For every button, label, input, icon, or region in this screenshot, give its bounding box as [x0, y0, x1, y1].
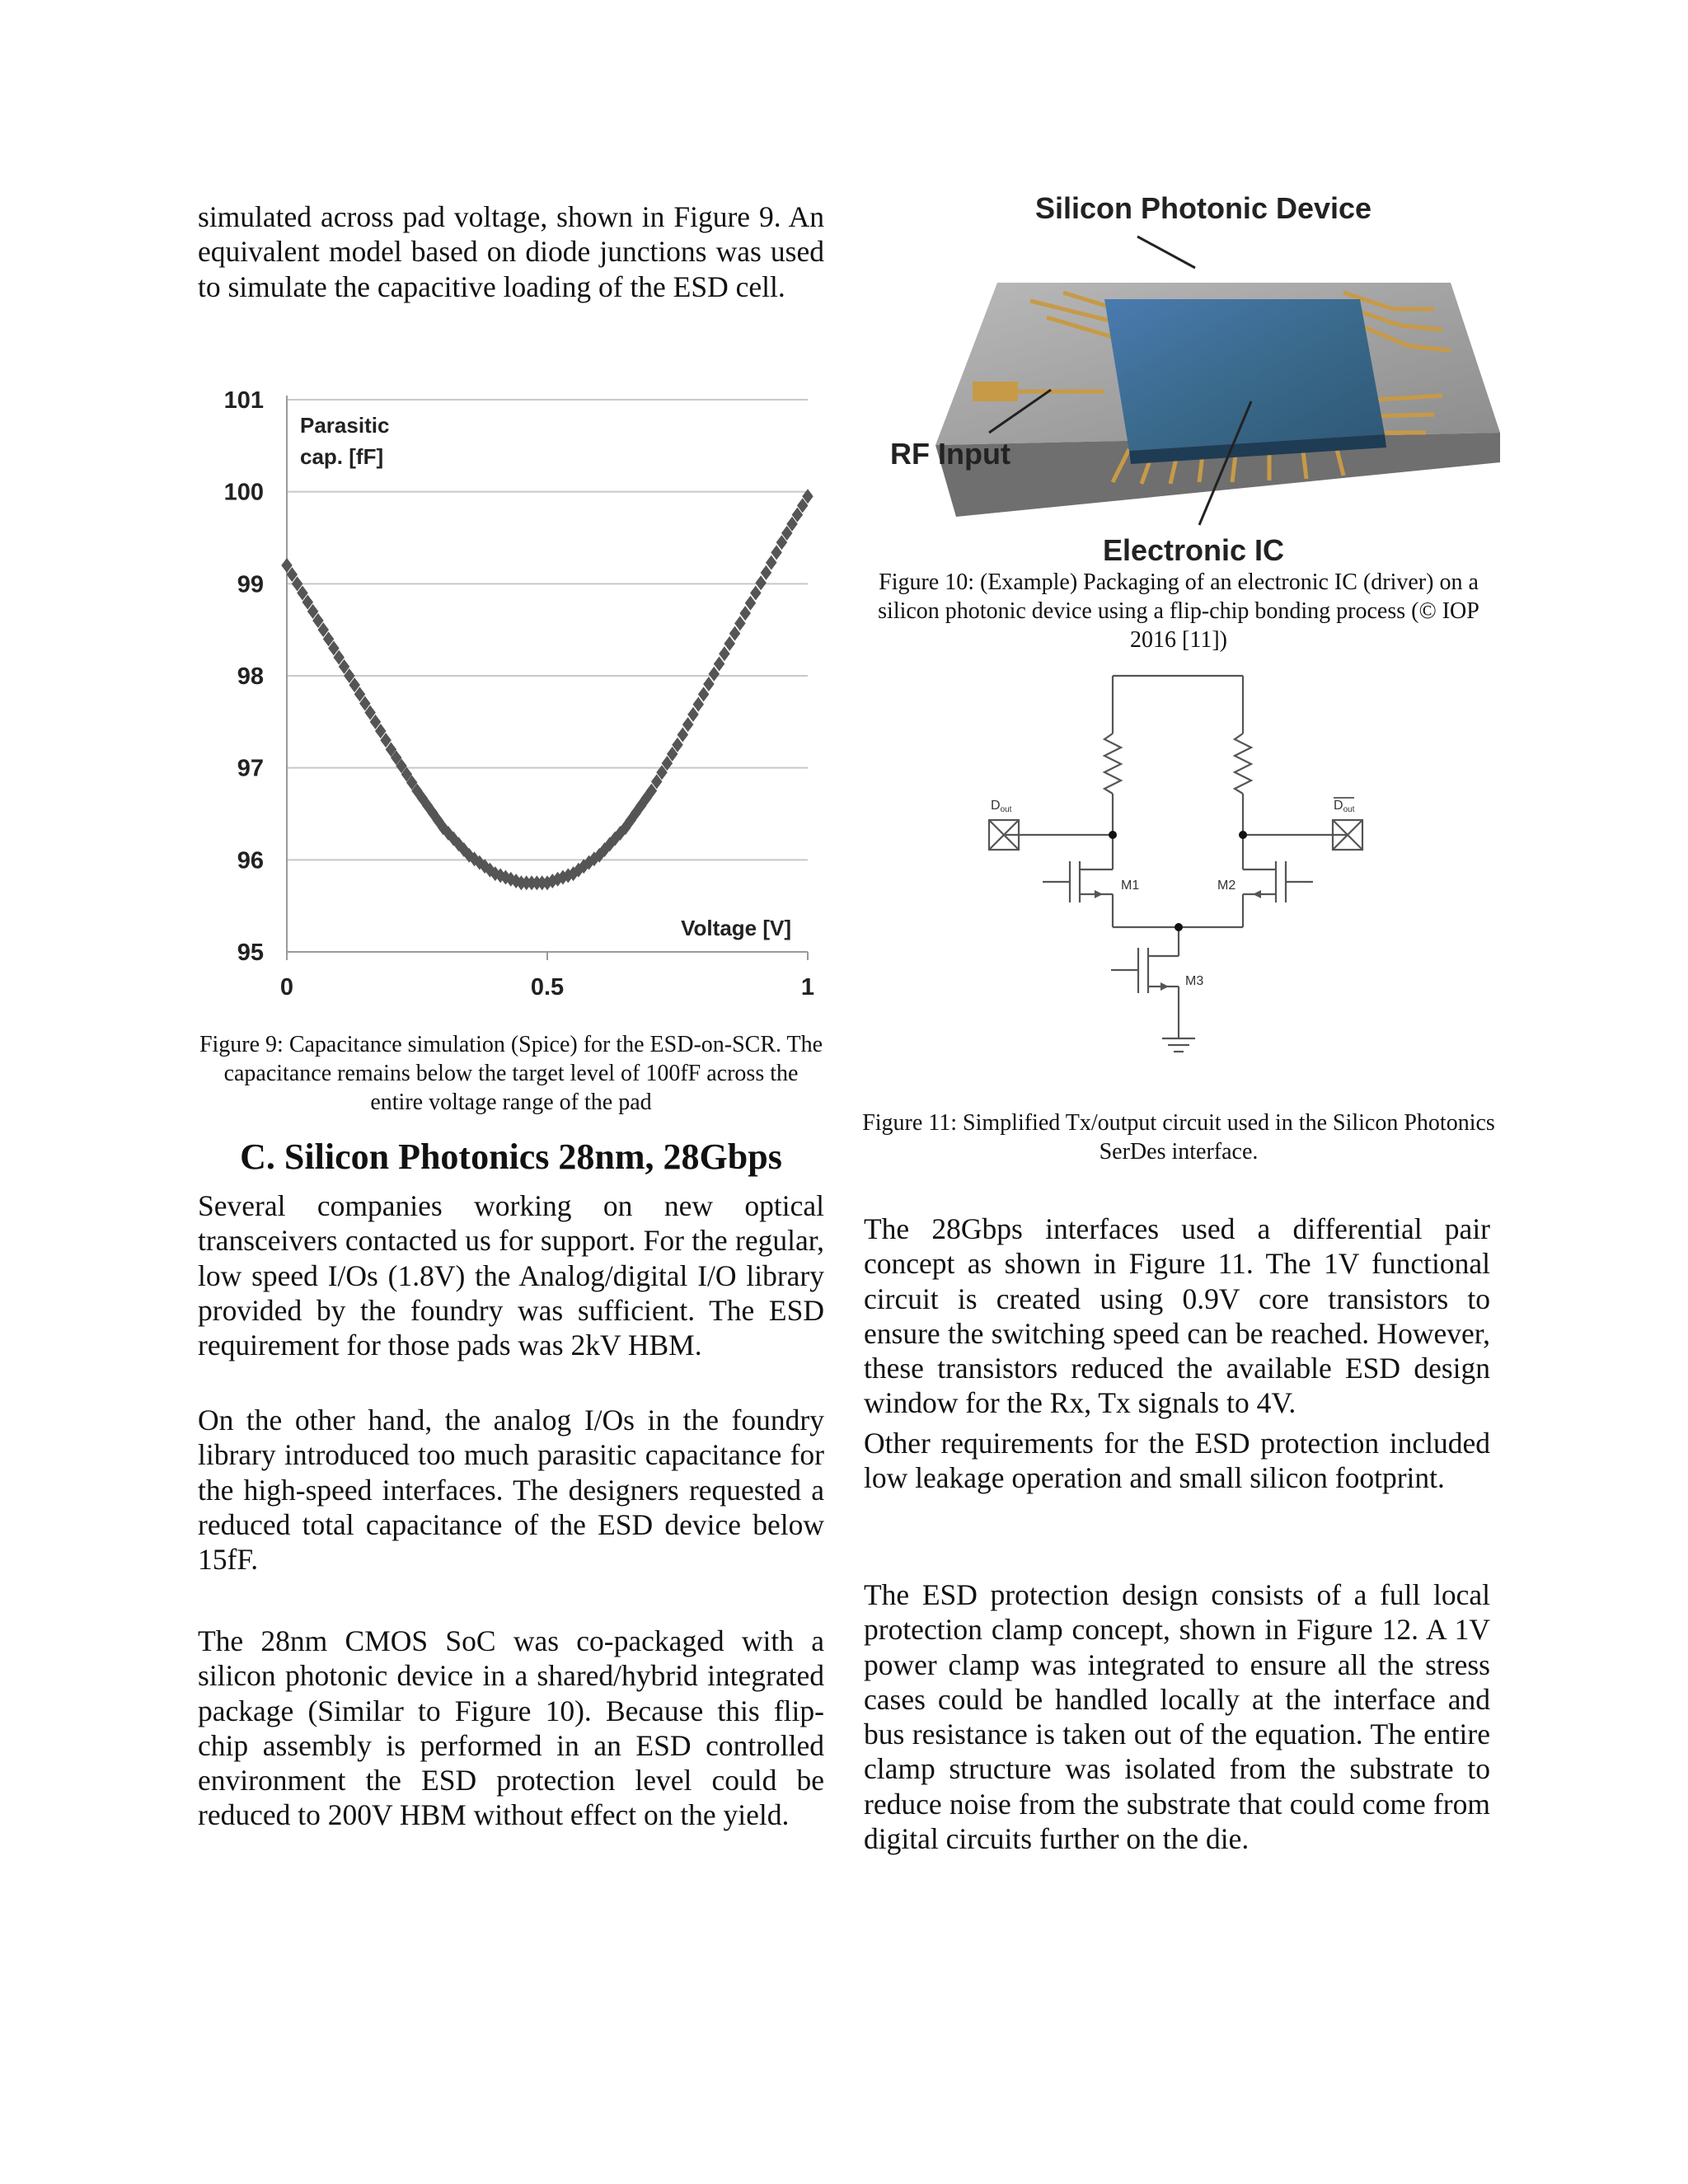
right-paragraph-2: Other requirements for the ESD protection included low leakage operation and small silicon footprint.	[864, 1427, 1490, 1495]
intro-paragraph: simulated across pad voltage, shown in Figure 9. An equivalent model based on diode junctions was used to simulate the capacitive loading of the ESD cell.	[198, 200, 824, 303]
y-tick-label: 98	[237, 663, 264, 690]
x-tick-label: 0	[279, 974, 294, 1001]
y-axis-label: cap. [fF]	[300, 444, 384, 469]
x-tick-label: 0.5	[530, 974, 565, 1001]
figure10-image	[857, 185, 1517, 565]
figure9-chart	[198, 375, 837, 1026]
right-paragraph-1: The 28Gbps interfaces used a differential pair concept as shown in Figure 11. The 1V functional circuit is created using 0.9V core transistors to ensure the switching speed can be reached. However, these transistors reduced the available ESD design window for the Rx, Tx signals to 4V.	[864, 1212, 1490, 1420]
y-axis-label: Parasitic	[300, 413, 390, 438]
left-paragraph-1: Several companies working on new optical transceivers contacted us for support. For the regular, low speed I/Os (1.8V) the Analog/digital I/O library provided by the foundry was sufficient. The ESD requirement for those pads was 2kV HBM.	[198, 1189, 824, 1362]
dout-label-left: Dout	[991, 799, 1012, 814]
rf-pad	[973, 382, 1018, 401]
y-tick-label: 99	[237, 571, 264, 598]
y-tick-label: 97	[237, 755, 264, 782]
figure11-caption: Figure 11: Simplified Tx/output circuit used in the Silicon Photonics SerDes interface.	[862, 1110, 1495, 1165]
dout-label-right: Dout	[1334, 799, 1355, 814]
y-tick-label: 95	[237, 940, 264, 966]
y-tick-label: 100	[223, 479, 264, 506]
x-tick-label: 1	[800, 974, 815, 1001]
y-tick-label: 101	[223, 387, 264, 414]
resistor-right	[1235, 733, 1251, 794]
figure11-circuit	[973, 663, 1385, 1088]
right-paragraph-3: The ESD protection design consists of a full local protection clamp concept, shown in Figure 12. A 1V power clamp was integrated to ensure all the stress cases could be handled locally at the interface and bus resistance is taken out of the equation. The entire clamp structure was isolated from the substrate to reduce noise from the substrate that could come from digital circuits further on the die.	[864, 1578, 1490, 1856]
figure10-label-bottom: Electronic IC	[1102, 533, 1285, 565]
resistor-left	[1104, 733, 1121, 794]
m1-label: M1	[1121, 879, 1140, 893]
m3-label: M3	[1185, 974, 1204, 988]
section-heading: C. Silicon Photonics 28nm, 28Gbps	[240, 1137, 782, 1177]
y-tick-label: 96	[237, 847, 264, 874]
left-paragraph-2: On the other hand, the analog I/Os in the foundry library introduced too much parasitic capacitance for the high-speed interfaces. The designers requested a reduced total capacitance of the ESD device below 15fF.	[198, 1404, 824, 1577]
figure10-caption: Figure 10: (Example) Packaging of an electronic IC (driver) on a silicon photonic device using a flip-chip bonding process (© IOP 2016 [11])	[878, 569, 1479, 653]
m2-label: M2	[1217, 879, 1236, 893]
x-axis-label: Voltage [V]	[681, 916, 791, 940]
figure10-label-left: RF Input	[890, 437, 1010, 471]
figure9-caption: Figure 9: Capacitance simulation (Spice) for the ESD-on-SCR. The capacitance remains below the target level of 100fF across the entire voltage range of the pad	[199, 1032, 823, 1115]
left-paragraph-3: The 28nm CMOS SoC was co-packaged with a silicon photonic device in a shared/hybrid integrated package (Similar to Figure 10). Because this flip-chip assembly is performed in an ESD controlled environment the ESD protection level could be reduced to 200V HBM without effect on the yield.	[198, 1624, 824, 1832]
figure10-label-top: Silicon Photonic Device	[1034, 191, 1372, 225]
photonic-chip	[1104, 299, 1385, 451]
